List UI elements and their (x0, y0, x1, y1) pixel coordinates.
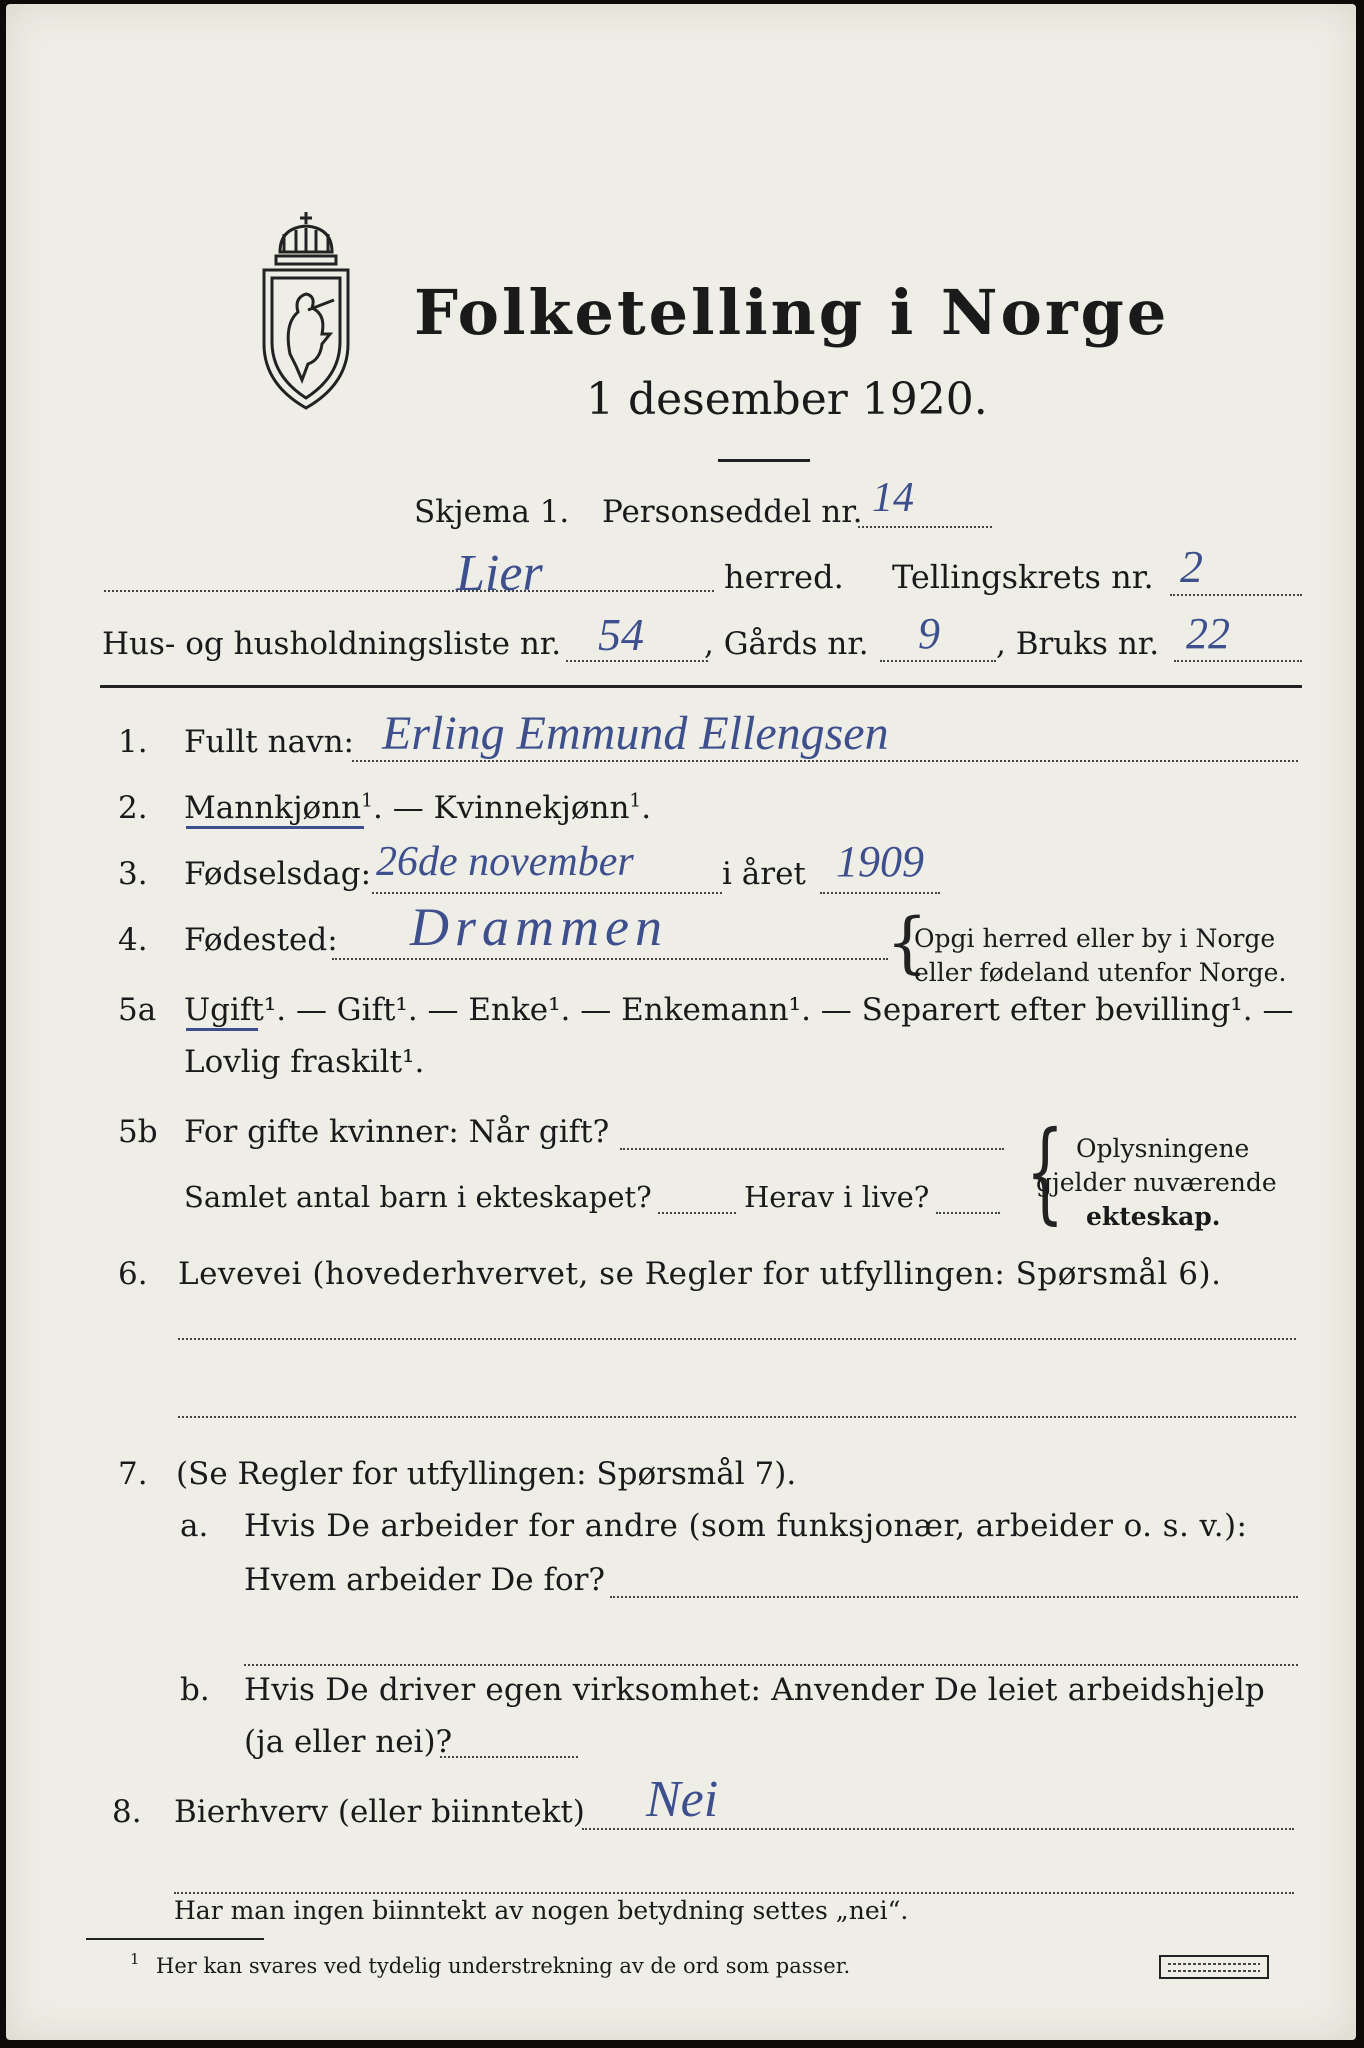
q6-number: 6. (118, 1256, 148, 1292)
q8-number: 8. (112, 1794, 142, 1830)
hus-label: Hus- og husholdningsliste nr. (102, 626, 562, 662)
herred-value[interactable]: Lier (456, 545, 543, 602)
tellingskrets-value[interactable]: 2 (1180, 541, 1203, 592)
hired-help-label: (ja eller nei)? (244, 1724, 453, 1760)
employer-line-2[interactable] (244, 1664, 1298, 1666)
full-name-value[interactable]: Erling Emmund Ellengsen (382, 707, 889, 760)
occupation-line-2[interactable] (178, 1416, 1296, 1418)
married-when-label: For gifte kvinner: Når gift? (184, 1114, 610, 1150)
birthdate-value[interactable]: 26de november (376, 839, 634, 885)
personseddel-value[interactable]: 14 (872, 475, 914, 521)
q5a-number: 5a (118, 992, 157, 1028)
marriage-note-1: Oplysningene (1076, 1134, 1250, 1163)
side-income-line-2[interactable] (174, 1892, 1294, 1894)
children-alive-label: Herav i live? (744, 1180, 930, 1214)
birthdate-label: Fødselsdag: (184, 856, 372, 892)
occupation-line-1[interactable] (178, 1338, 1296, 1340)
gender-line: Mannkjønn$^1$. — Kvinnekjønn$^1$. (184, 790, 652, 826)
employer-line-1[interactable] (610, 1596, 1298, 1598)
birthplace-note-1: Opgi herred eller by i Norge (914, 924, 1276, 953)
side-income-label: Bierhverv (eller biinntekt) (174, 1794, 585, 1830)
marriage-brace: { (1025, 1107, 1065, 1235)
birthyear-label: i året (722, 856, 806, 892)
side-income-value[interactable]: Nei (646, 1771, 719, 1828)
side-income-note: Har man ingen biinntekt av nogen betydning settes „nei“. (174, 1896, 909, 1925)
gender-female-option[interactable]: Kvinnekjønn (433, 790, 630, 826)
male-underline (186, 826, 364, 829)
hired-help-line[interactable] (440, 1756, 578, 1758)
q7-number: 7. (118, 1456, 148, 1492)
employer-label: Hvem arbeider De for? (244, 1562, 606, 1598)
q7b-letter: b. (180, 1672, 210, 1708)
q7a-question: Hvis De arbeider for andre (som funksjonær, arbeider o. s. v.): (244, 1508, 1248, 1544)
q7a-letter: a. (180, 1508, 209, 1544)
tellingskrets-label: Tellingskrets nr. (892, 558, 1154, 596)
footnote-rule (86, 1938, 264, 1940)
full-name-label: Fullt navn: (184, 724, 354, 760)
hus-value[interactable]: 54 (598, 609, 644, 660)
birthplace-brace: { (886, 904, 928, 981)
birthplace-note-2: eller fødeland utenfor Norge. (914, 958, 1287, 987)
ugift-underline (186, 1028, 258, 1031)
birthplace-value[interactable]: Drammen (410, 897, 668, 957)
title-divider (718, 459, 810, 462)
herred-label: herred. (724, 558, 844, 596)
gender-male-option[interactable]: Mannkjønn (184, 790, 362, 826)
schema-label: Skjema 1. (414, 494, 570, 530)
gards-label: , Gårds nr. (704, 626, 869, 662)
header-rule (100, 685, 1302, 688)
marital-status-divorced[interactable]: Lovlig fraskilt¹. (184, 1044, 425, 1080)
q3-number: 3. (118, 856, 148, 892)
form-date: 1 desember 1920. (586, 374, 988, 425)
q7b-question: Hvis De driver egen virksomhet: Anvender De leiet arbeidshjelp (244, 1672, 1265, 1708)
q5b-number: 5b (118, 1114, 158, 1150)
birthplace-label: Fødested: (184, 922, 338, 958)
occupation-label: Levevei (hovederhvervet, se Regler for utfyllingen: Spørsmål 6). (178, 1256, 1222, 1292)
footnote-marker: 1 (130, 1950, 140, 1968)
q1-number: 1. (118, 724, 148, 760)
birthyear-value[interactable]: 1909 (836, 837, 924, 886)
gards-value[interactable]: 9 (918, 609, 940, 658)
q2-number: 2. (118, 790, 148, 826)
personseddel-label: Personseddel nr. (602, 494, 863, 530)
children-total-label: Samlet antal barn i ekteskapet? (184, 1180, 652, 1214)
footnote-text: Her kan svares ved tydelig understrekning av de ord som passer. (156, 1954, 851, 1978)
marriage-note-3: ekteskap. (1086, 1202, 1221, 1231)
coat-of-arms-icon (250, 204, 362, 414)
bruks-value[interactable]: 22 (1186, 609, 1230, 658)
bruks-label: , Bruks nr. (996, 626, 1160, 662)
q7-label: (Se Regler for utfyllingen: Spørsmål 7). (176, 1456, 797, 1492)
census-form (6, 4, 1356, 2040)
printer-stamp-icon (1158, 1954, 1270, 1980)
q4-number: 4. (118, 922, 148, 958)
form-title: Folketelling i Norge (414, 276, 1170, 349)
marriage-note-2: gjelder nuværende (1036, 1168, 1277, 1197)
marital-status-options[interactable]: Ugift¹. — Gift¹. — Enke¹. — Enkemann¹. — Separert efter bevilling¹. — (184, 992, 1294, 1028)
